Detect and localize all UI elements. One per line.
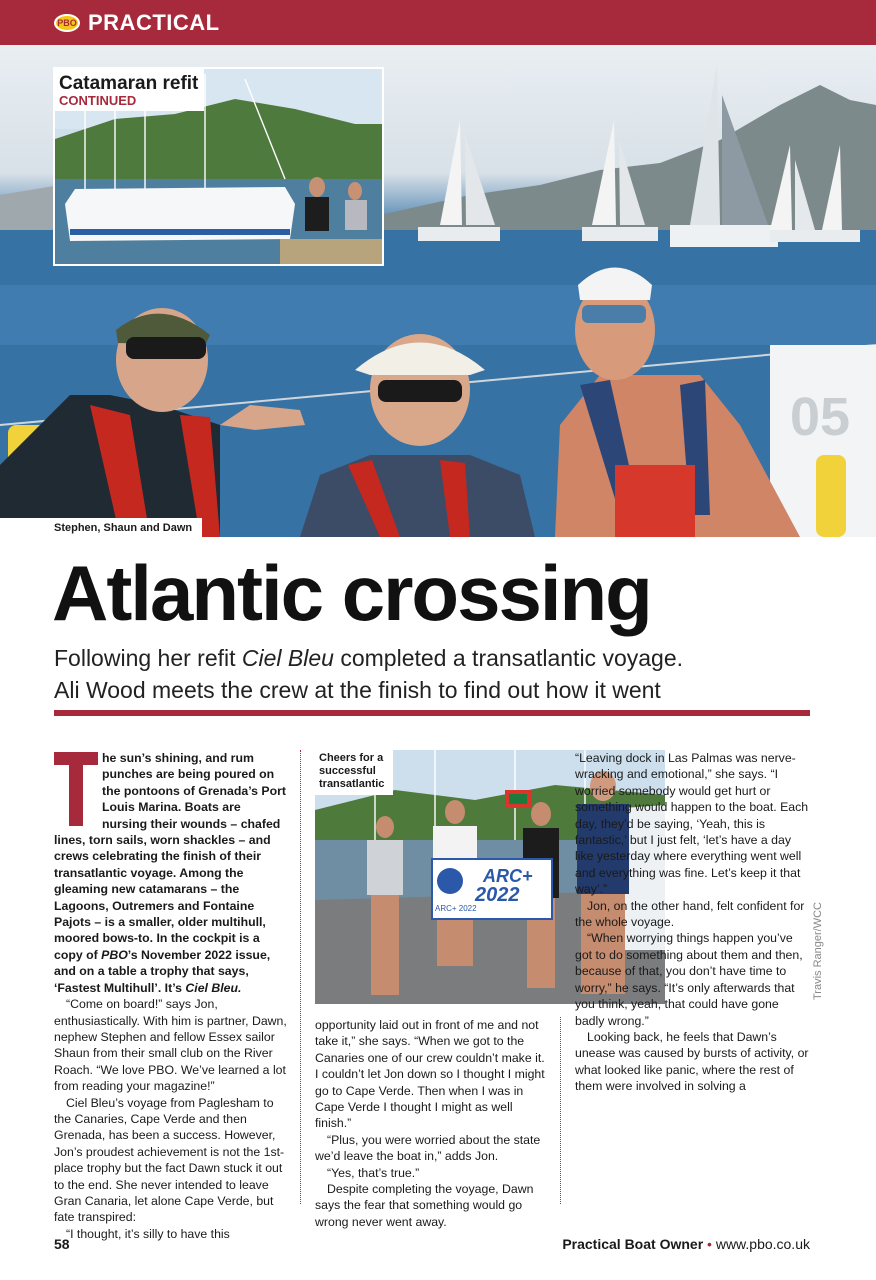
section-label: PRACTICAL (88, 9, 220, 35)
footer-masthead (562, 1236, 810, 1252)
article-column-3 (575, 750, 811, 1095)
photo-credit: Travis Ranger/WCC (812, 902, 824, 1000)
photo-caption: Cheers for a successful transatlantic (315, 750, 393, 795)
body-paragraph: Jon, on the other hand, felt confident for the whole voyage. (575, 898, 805, 930)
drop-cap-t (54, 752, 98, 828)
inset-title: Catamaran refit (59, 73, 199, 94)
website-url: www.pbo.co.uk (715, 1236, 810, 1252)
body-paragraph: Looking back, he feels that Dawn’s unease was caused by bursts of activity, or what looked like panic, where the rest of them were involved in solving a (575, 1029, 809, 1094)
standfirst-boat-name: Ciel Bleu (241, 645, 334, 671)
hero-photo-caption: Stephen, Shaun and Dawn (0, 518, 202, 537)
intro-paragraph: he sun’s shining, and rum punches are being poured on the pontoons of Grenada’s Port Louis Marina. Boats are nursing their wounds – chafed lines, torn sails, worn shackles – and crews celebrating the finish of their transatlantic voyage. Among the gleaming new catamarans – the Lagoons, Outremers and Fontaine Pajots – is a smaller, older multihull, moored bows-to. In the cockpit is a copy of PBO’s November 2022 issue, and on a table a trophy that says, ‘Fastest Multihull’. It’s Ciel Bleu. (54, 751, 287, 995)
arc-banner (431, 858, 553, 920)
magazine-name: Practical Boat Owner (562, 1236, 704, 1252)
body-paragraph: Ciel Bleu’s voyage from Paglesham to the Canaries, Cape Verde and then Grenada, has been a success. However, Jon’s proudest achievement is not the 1st-place trophy but the fact Dawn stuck it out to the end. She never intended to leave Gran Canaria, let alone Cape Verde, but fate transpired: (54, 1095, 285, 1225)
arc-badge-icon (437, 868, 463, 894)
article-column-2 (315, 1017, 547, 1230)
section-header-bar (0, 0, 876, 45)
body-paragraph: “Plus, you were worried about the state we’d leave the boat in,” adds Jon. (315, 1132, 541, 1164)
arc-badge-text: ARC+ 2022 (435, 904, 477, 913)
standfirst-text: completed a transatlantic voyage. (333, 645, 684, 671)
body-paragraph: “Come on board!” says Jon, enthusiastically. With him is partner, Dawn, nephew Stephen and fellow Essex sailor Shaun from their small club on the River Roach. “We love PBO. We’ve learned a lot from reading your magazine!” (54, 997, 287, 1094)
arc-banner-year: 2022 (475, 884, 520, 906)
headline: Atlantic crossing (52, 549, 651, 637)
headline-rule (54, 710, 810, 716)
sail-number: 05 (790, 387, 851, 447)
body-paragraph: Despite completing the voyage, Dawn says the fear that something would go wrong never went away. (315, 1182, 534, 1229)
standfirst (54, 642, 814, 706)
body-paragraph: opportunity laid out in front of me and not take it,” she says. “When we got to the Canaries one of our crew couldn’t make it. I couldn’t let Jon down so I thought I might go to Cape Verde. Then when I was in Cape Verde I thought I might as well finish.” (315, 1018, 545, 1131)
page-number: 58 (54, 1236, 70, 1252)
inset-photo (53, 67, 384, 266)
body-paragraph: “Yes, that’s true.” (327, 1165, 420, 1180)
body-paragraph: “When worrying things happen you’ve got to do something about them and then, because of that, you don’t have time to worry,” he says. “It’s only afterwards that you think, yeah, that could have gone badly wrong.” (575, 931, 803, 1028)
pbo-logo-icon: PBO (54, 14, 80, 32)
yellow-fitting (816, 455, 846, 537)
footer-separator: • (707, 1236, 712, 1252)
article-column-1 (54, 750, 288, 1242)
arc-banner-title: ARC+ (483, 866, 533, 886)
standfirst-text: Following her refit (54, 645, 242, 671)
column-divider (560, 1017, 561, 1204)
column-divider (300, 750, 301, 1204)
standfirst-byline: Ali Wood meets the crew at the finish to find out how it went (54, 677, 661, 703)
body-paragraph: “Leaving dock in Las Palmas was nerve-wracking and emotional,” she says. “I worried somebody would get hurt or something would happen to the boat. Each day, they’d be saying, ‘Yeah, this is fantastic,’ but I just felt, ‘let’s have a day like yesterday where everything went well and everything was fine. Let’s keep it that way’.” (575, 751, 809, 897)
inset-subtitle: CONTINUED (59, 93, 137, 108)
body-paragraph: “I thought, it’s silly to have this (66, 1226, 230, 1241)
inset-title-box (55, 69, 204, 111)
